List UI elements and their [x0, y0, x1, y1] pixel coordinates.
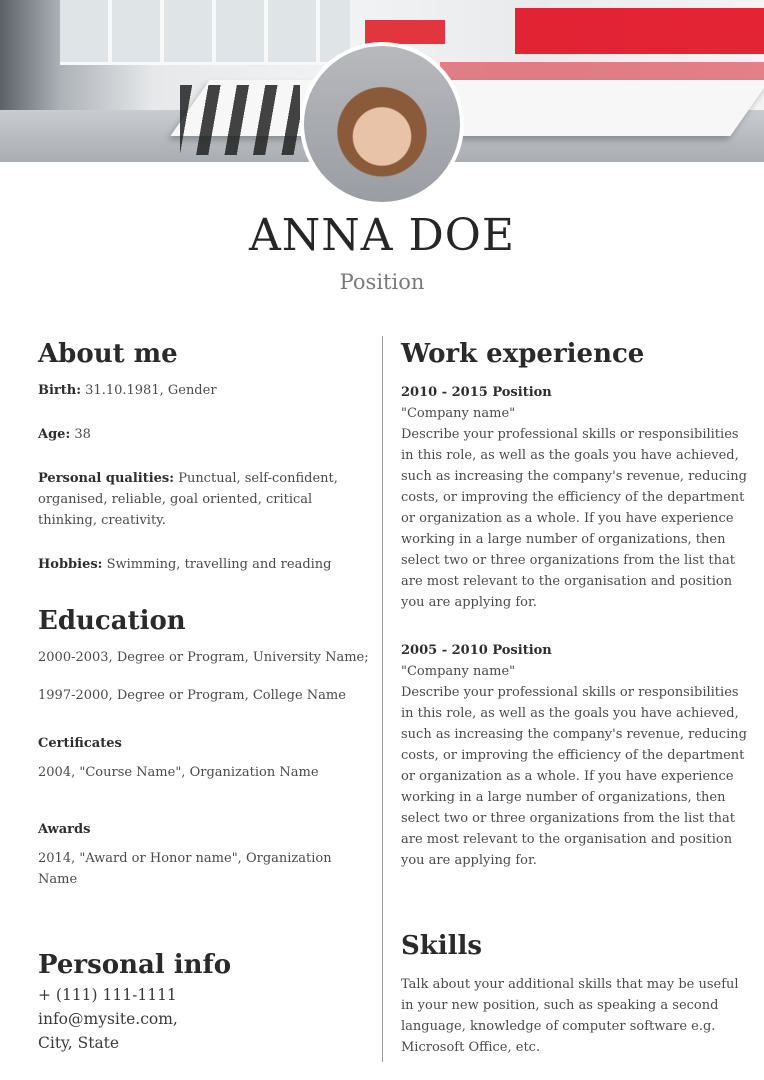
qualities-line — [38, 468, 370, 531]
birth-label: Birth: — [38, 383, 82, 398]
office-windows — [60, 0, 350, 65]
red-glass-panel — [365, 20, 445, 44]
about-heading: About me — [38, 339, 178, 369]
personal-info-heading: Personal info — [38, 950, 232, 980]
birth-value: 31.10.1981, Gender — [81, 383, 217, 398]
column-divider — [382, 336, 383, 1062]
hobbies-line — [38, 554, 370, 575]
hobbies-label: Hobbies: — [38, 557, 103, 572]
job-entry — [401, 640, 747, 871]
candidate-position: Position — [339, 270, 425, 294]
job-description: Describe your professional skills or responsibilities in this role, as well as the goals you have achieved, such as increasing the company's revenue, reducing costs, or improving the efficiency of the department or organization as a whole. If you have experience working in a large number of organizations, then select two or three organizations from the list that are most relevant to the organisation and position you are applying for. — [401, 685, 747, 868]
age-line — [38, 424, 370, 445]
left-column — [38, 336, 370, 890]
qualities-label: Personal qualities: — [38, 471, 175, 486]
work-heading: Work experience — [401, 339, 645, 369]
personal-info-section — [38, 947, 370, 1055]
job-company: "Company name" — [401, 406, 516, 421]
qualities-value: Punctual, self-confident, organised, reliable, goal oriented, critical thinking, creativity. — [38, 471, 338, 528]
email-text: info@mysite.com, — [38, 1010, 178, 1028]
profile-photo — [300, 42, 464, 206]
age-value: 38 — [70, 427, 91, 442]
certificates-heading: Certificates — [38, 736, 122, 751]
awards-heading: Awards — [38, 822, 91, 837]
education-item: 2000-2003, Degree or Program, University Name; — [38, 650, 369, 665]
awards-value: 2014, "Award or Honor name", Organization Name — [38, 851, 332, 887]
certificates-value: 2004, "Course Name", Organization Name — [38, 765, 319, 780]
office-chairs — [180, 85, 300, 155]
red-glass-panel — [515, 8, 764, 54]
job-entry — [401, 382, 747, 613]
age-label: Age: — [38, 427, 71, 442]
right-column — [401, 336, 747, 871]
skills-text: Talk about your additional skills that may be useful in your new position, such as speaking a second language, knowledge of computer software e.g. Microsoft Office, etc. — [401, 977, 739, 1055]
location-text: City, State — [38, 1034, 120, 1052]
skills-heading: Skills — [401, 931, 483, 961]
job-company: "Company name" — [401, 664, 516, 679]
education-heading: Education — [38, 606, 186, 636]
job-description: Describe your professional skills or responsibilities in this role, as well as the goals you have achieved, such as increasing the company's revenue, reducing costs, or improving the efficiency of the department or organization as a whole. If you have experience working in a large number of organizations, then select two or three organizations from the list that are most relevant to the organisation and position you are applying for. — [401, 427, 747, 610]
job-period: 2010 - 2015 Position — [401, 385, 552, 400]
job-period: 2005 - 2010 Position — [401, 643, 552, 658]
candidate-name: ANNA DOE — [248, 210, 515, 261]
hobbies-value: Swimming, travelling and reading — [102, 557, 332, 572]
skills-section — [401, 928, 747, 1058]
phone-text: + (111) 111-1111 — [38, 986, 177, 1004]
education-item: 1997-2000, Degree or Program, College Name — [38, 688, 346, 703]
birth-line — [38, 380, 370, 401]
